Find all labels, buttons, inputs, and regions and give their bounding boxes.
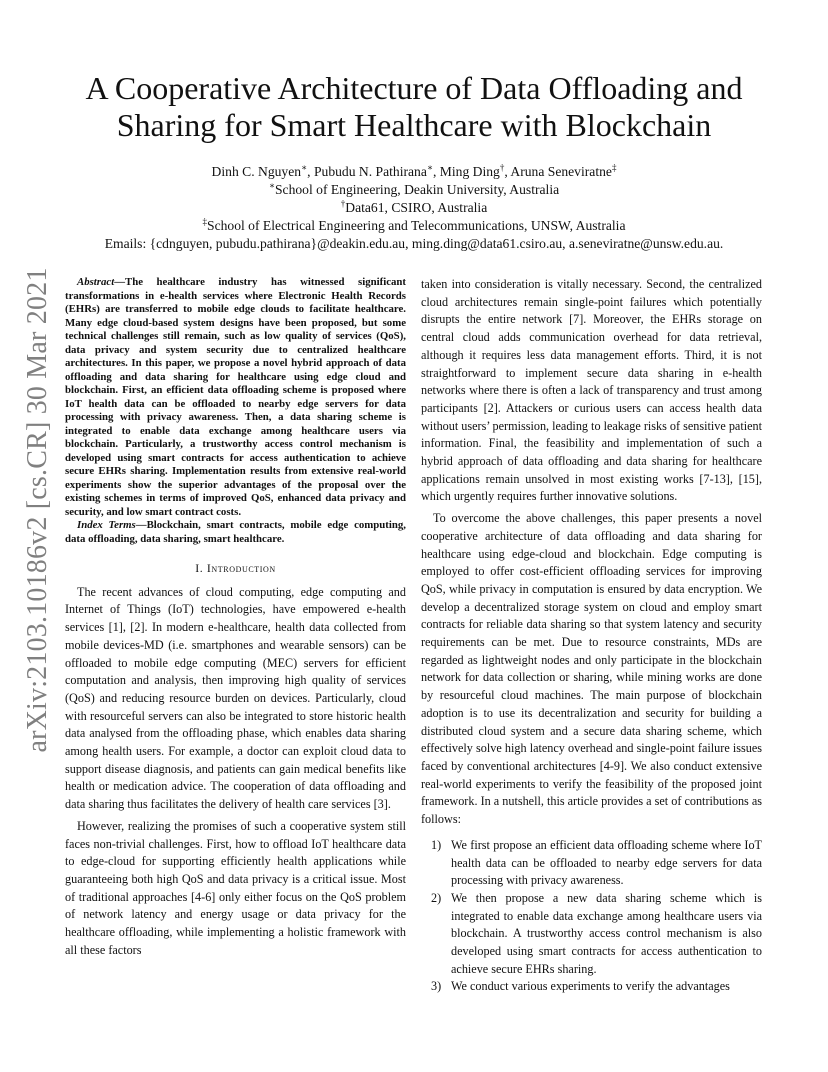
paper-title	[40, 70, 788, 144]
author-emails: Emails: {cdnguyen, pubudu.pathirana}@deakin.edu.au, ming.ding@data61.csiro.au, a.seneviratne@unsw.edu.au.	[104, 236, 724, 251]
affiliation-data61: †Data61, CSIRO, Australia	[340, 198, 488, 215]
author-name: Pubudu N. Pathirana	[313, 164, 427, 179]
body-paragraph: The recent advances of cloud computing, edge computing and Internet of Things (IoT) technologies, have empowered e-health services [1], [2]. In modern e-healthcare, health data collected from mobile devices-MD (i.e. smartphones and wearable sensors) can be offloaded to mobile edge computing (MEC) servers for efficient computation and analysis, then improving high quality of services (QoS) and reducing resource burden on devices. Particularly, cloud with resourceful servers can also be integrated to store historic health data analysed from the offloading phase, which enables data sharing among health users. For example, a doctor can exploit cloud data to support disease diagnosis, and patients can gain medical benefits like health or medication advice. The cooperation of data offloading and data sharing thus facilitates the delivery of health care services [3].	[65, 584, 406, 812]
abstract-label: Abstract	[77, 276, 115, 288]
section-heading-introduction: I. Introduction	[195, 561, 276, 575]
abstract-text: —The healthcare industry has witnessed significant transformations in e-health services where Electronic Health Records (EHRs) are transferred to mobile edge clouds to facilitate healthcare. Many edge cloud-based system designs have been proposed, but some technical challenges still remain, such as low quality of services (QoS), data privacy and system security due to centralized healthcare architectures. In this paper, we propose a novel hybrid approach of data offloading and data sharing for healthcare using edge cloud and blockchain. First, an efficient data offloading scheme is proposed where IoT health data can be offloaded to nearby edge servers for data processing with privacy awareness. Then, a data sharing scheme is integrated to enable data exchange among healthcare users via blockchain. Particularly, a trustworthy access control mechanism is developed using smart contracts for access authentication to achieve secure EHRs sharing. Implementation results from extensive real-world experiments show the superior advantages of the proposal over the existing schemes in terms of improved QoS, enhanced data privacy and security, and low smart contract costs.	[65, 276, 406, 518]
author-names: Dinh C. Nguyen∗, Pubudu N. Pathirana∗, Ming Ding†, Aruna Seneviratne‡	[211, 162, 617, 179]
affiliation-deakin: ∗School of Engineering, Deakin University, Australia	[268, 180, 560, 197]
body-paragraph: To overcome the above challenges, this paper presents a novel cooperative architecture of data offloading and data sharing for healthcare using edge-cloud and blockchain. Edge computing is employed to offer cost-efficient offloading services for improving QoS, while privacy in computation is ensured by data encryption. We develop a decentralized storage system on cloud and employ smart contracts for reliable data sharing so that system latency and security requirements can be met. Due to resource constraints, MDs are regarded as lightweight nodes and only participate in the blockchain network for data collection or sharing, while mining works are done by resourceful cloud machines. The main purpose of blockchain adoption is to use its decentralization and security for building a distributed cloud system and a secure data sharing scheme, which effectively solve high latency overhead and single-point failure issues faced by conventional architectures [4-9]. We also conduct extensive real-world experiments to verify the feasibility of the proposed joint framework. In a nutshell, this article provides a set of contributions as follows:	[421, 511, 762, 827]
left-column	[65, 276, 406, 959]
right-column	[421, 276, 762, 996]
title-line-1: A Cooperative Architecture of Data Offloading and	[85, 70, 743, 106]
contribution-list	[421, 837, 762, 996]
arxiv-identifier: arXiv:2103.10186v2 [cs.CR] 30 Mar 2021	[22, 267, 53, 753]
body-paragraph: However, realizing the promises of such a cooperative system still faces non-trivial challenges. First, how to offload IoT healthcare data to edge-cloud for supporting efficiently health applications while guaranteeing both high QoS and data privacy is a critical issue. Most of traditional approaches [4-6] only either focus on the QoS problem of network latency and energy usage or data privacy for the healthcare offloading, while implementing a holistic framework with all these factors	[65, 818, 406, 957]
list-item: 2) We then propose a new data sharing scheme which is integrated to enable data exchange among healthcare users via blockchain. A trustworthy access control mechanism is also developed using smart contracts for access authentication to achieve secure EHRs sharing.	[431, 890, 762, 976]
index-terms	[65, 519, 406, 546]
index-terms-label: Index Terms	[77, 519, 136, 531]
author-name: Dinh C. Nguyen	[211, 164, 302, 179]
body-paragraph: taken into consideration is vitally necessary. Second, the centralized cloud architectures remain single-point failures which potentially disrupts the entire network [7]. Moreover, the EHRs storage on central cloud adds communication overhead for data retrieval, although it requires less data management efforts. Third, it is not straightforward to implement secure data sharing in e-health networks where there is often a lack of transparency and trust among participants [2]. Attackers or curious users can access health data without users’ permission, leading to leakage risks of sensitive patient information. Final, the feasibility and implementation of such a hybrid approach of data offloading and data sharing for healthcare applications remain unsolved in most existing works [7-13], [15], which urgently requires further innovative solutions.	[421, 277, 762, 504]
abstract	[65, 276, 406, 519]
affiliation-unsw: ‡School of Electrical Engineering and Telecommunications, UNSW, Australia	[202, 216, 626, 233]
author-name: Ming Ding	[439, 164, 500, 179]
list-item: 1) We first propose an efficient data offloading scheme where IoT health data can be offloaded to nearby edge servers for data processing with privacy awareness.	[431, 837, 762, 888]
title-line-2: Sharing for Smart Healthcare with Blockchain	[116, 107, 712, 143]
list-item: 3) We conduct various experiments to verify the advantages	[431, 979, 730, 994]
author-block	[40, 163, 788, 253]
author-name: Aruna Seneviratne	[510, 164, 612, 179]
index-terms-text: —Blockchain, smart contracts, mobile edge computing, data offloading, data sharing, smart healthcare.	[65, 519, 406, 545]
